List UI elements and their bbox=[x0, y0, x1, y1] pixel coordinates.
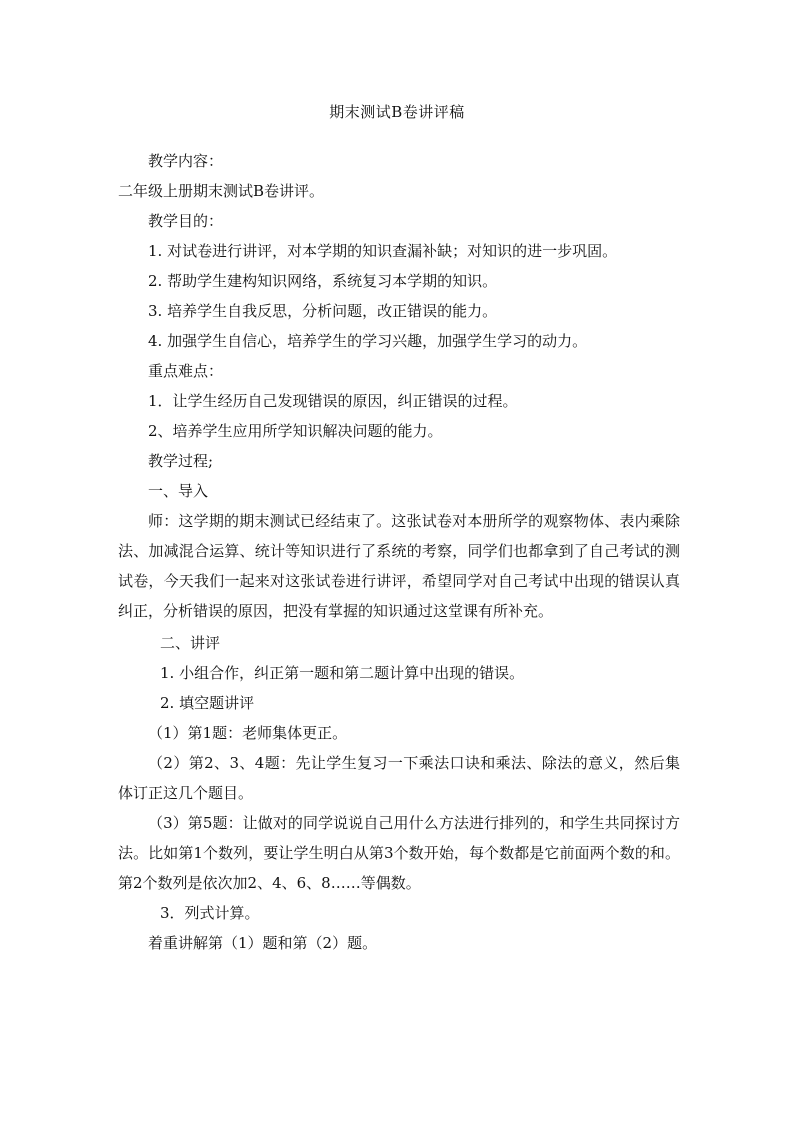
heading-teaching-content: 教学内容： bbox=[148, 152, 224, 170]
heading-key-points: 重点难点： bbox=[148, 362, 224, 380]
key-point-2: 2、培养学生应用所学知识解决问题的能力。 bbox=[148, 422, 443, 440]
heading-teaching-goals: 教学目的： bbox=[148, 212, 224, 230]
document-title: 期末测试B卷讲评稿 bbox=[329, 103, 465, 121]
fill-blank-item-1: （1）第1题：老师集体更正。 bbox=[148, 724, 348, 742]
paragraph-introduction: 师：这学期的期末测试已经结束了。这张试卷对本册所学的观察物体、表内乘除法、加减混合运算、统计等知识进行了系统的考察，同学们也都拿到了自己考试的测试卷，今天我们一起来对这张试卷进行讲评，希望同学对自己考试中出现的错误认真纠正，分析错误的原因，把没有掌握的知识通过这堂课有所补充。 bbox=[118, 512, 680, 620]
goal-item-1: 1. 对试卷进行讲评，对本学期的知识查漏补缺；对知识的进一步巩固。 bbox=[148, 242, 618, 260]
goal-item-3: 3. 培养学生自我反思，分析问题，改正错误的能力。 bbox=[148, 302, 498, 320]
paragraph-teaching-content: 二年级上册期末测试B卷讲评。 bbox=[118, 182, 325, 200]
section-review: 二、讲评 bbox=[160, 634, 221, 652]
review-item-3-note: 着重讲解第（1）题和第（2）题。 bbox=[148, 934, 378, 952]
key-point-1: 1．让学生经历自己发现错误的原因，纠正错误的过程。 bbox=[148, 392, 518, 410]
review-item-1: 1. 小组合作，纠正第一题和第二题计算中出现的错误。 bbox=[160, 664, 525, 682]
goal-item-4: 4. 加强学生自信心，培养学生的学习兴趣，加强学生学习的动力。 bbox=[148, 332, 588, 350]
review-item-3: 3．列式计算。 bbox=[160, 904, 260, 922]
fill-blank-item-2: （2）第2、3、4题：先让学生复习一下乘法口诀和乘法、除法的意义，然后集体订正这几个题目。 bbox=[118, 754, 680, 802]
review-item-2: 2. 填空题讲评 bbox=[160, 694, 255, 712]
document-body bbox=[118, 146, 680, 958]
heading-teaching-process: 教学过程; bbox=[148, 452, 214, 470]
goal-item-2: 2. 帮助学生建构知识网络，系统复习本学期的知识。 bbox=[148, 272, 498, 290]
fill-blank-item-3: （3）第5题：让做对的同学说说自己用什么方法进行排列的，和学生共同探讨方法。比如第1个数列，要让学生明白从第3个数开始，每个数都是它前面两个数的和。第2个数列是依次加2、4、6、8……等偶数。 bbox=[118, 814, 680, 892]
section-introduction: 一、导入 bbox=[148, 482, 209, 500]
